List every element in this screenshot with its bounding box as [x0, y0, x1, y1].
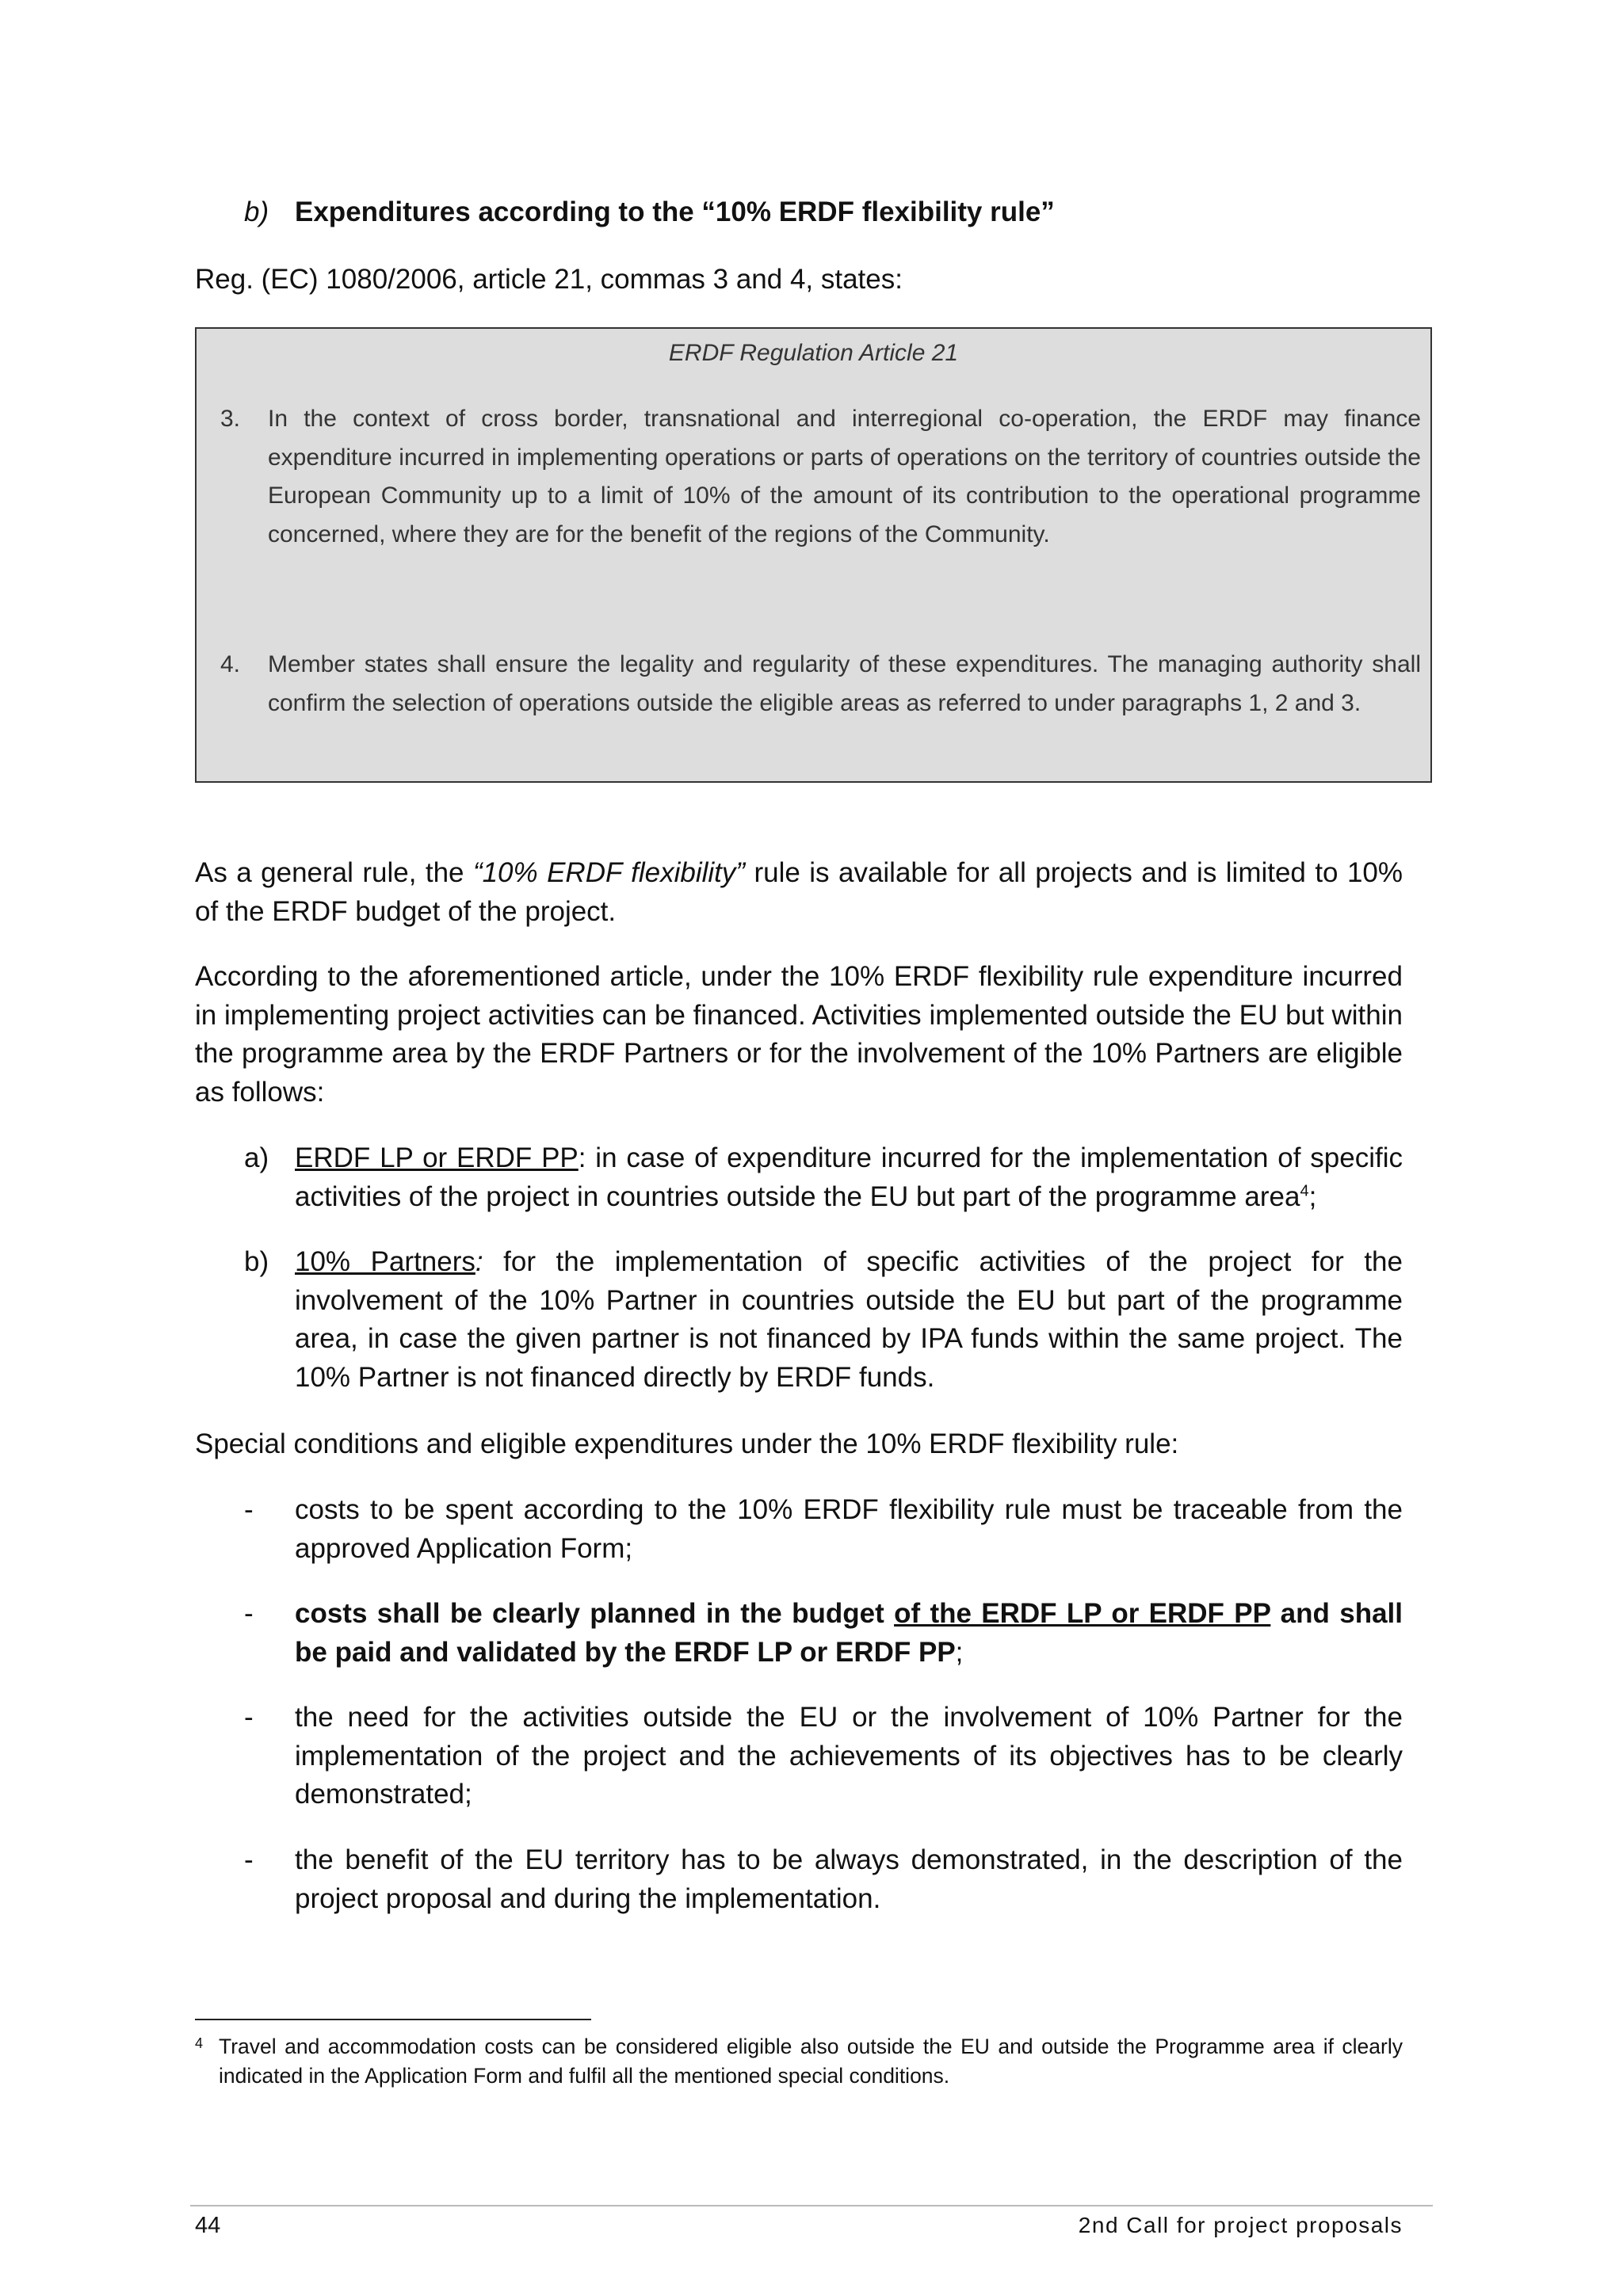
list-item — [195, 1243, 1403, 1397]
paragraph-special-conditions: Special conditions and eligible expenditures under the 10% ERDF flexibility rule: — [195, 1428, 1179, 1459]
quote-item — [220, 400, 1421, 554]
list-marker: a) — [244, 1142, 269, 1173]
footnote-reference[interactable]: 4 — [1300, 1181, 1309, 1199]
paragraph-general-rule — [195, 854, 1403, 931]
list-term: ERDF LP or ERDF PP — [295, 1142, 579, 1173]
bullet-item — [195, 1699, 1403, 1814]
list-separator: : — [475, 1246, 483, 1277]
section-title: Expenditures according to the “10% ERDF flexibility rule” — [295, 196, 1055, 227]
footer-rule — [190, 2205, 1433, 2206]
paragraph-eligibility: According to the aforementioned article, under the 10% ERDF flexibility rule expenditure incurred in implementing project activities can be financed. Activities implemented outside the EU but within the programme area by the ERDF Partners or for the involvement of the 10% Partners are eligible as follows: — [195, 961, 1403, 1108]
list-end: ; — [1308, 1180, 1317, 1212]
footnote-separator — [195, 2019, 591, 2020]
bullet-item — [195, 1595, 1403, 1672]
footnote-text: Travel and accommodation costs can be considered eligible also outside the EU and outside the Programme area if clearly indicated in the Application Form and fulfil all the mentioned special conditions. — [219, 2035, 1403, 2088]
bullet-end: ; — [955, 1636, 964, 1668]
bullet-marker: - — [244, 1702, 254, 1733]
footer-title: 2nd Call for project proposals — [1078, 2213, 1403, 2237]
list-marker: b) — [244, 1246, 269, 1277]
bullet-item — [195, 1841, 1403, 1918]
footnote-number: 4 — [195, 2035, 204, 2051]
bullet-marker: - — [244, 1494, 254, 1525]
footnote — [195, 2032, 1403, 2091]
paragraph-text: As a general rule, the — [195, 857, 473, 888]
list-text: for the implementation of specific activities of the project for the involvement of the 10% Partner in countries outside the EU but part of the programme area, in case the given partner is not financed by IPA funds within the same project. The 10% Partner is not financed directly by ERDF funds. — [295, 1246, 1403, 1393]
quote-item-text: In the context of cross border, transnational and interregional co-operation, the ERDF may finance expenditure incurred in implementing operations or parts of operations on the territory of countries outside the European Community up to a limit of 10% of the amount of its contribution to the operational programme concerned, where they are for the benefit of the regions of the Community. — [268, 406, 1421, 547]
regulation-intro: Reg. (EC) 1080/2006, article 21, commas 3 and 4, states: — [195, 264, 903, 295]
quote-item-number: 4. — [220, 651, 241, 677]
bullet-item — [195, 1491, 1403, 1568]
list-item — [195, 1139, 1403, 1216]
bullet-bold-text: and shall be paid and validated by the ERDF LP or ERDF PP — [295, 1598, 1403, 1668]
quote-item-text: Member states shall ensure the legality and regularity of these expenditures. The managing authority shall confirm the selection of operations outside the eligible areas as referred to under paragraphs 1, 2 and 3. — [268, 651, 1421, 716]
bullet-bold-underline-text: of the ERDF LP or ERDF PP — [894, 1598, 1271, 1629]
quote-title: ERDF Regulation Article 21 — [668, 340, 959, 366]
bullet-text — [295, 1595, 1403, 1672]
paragraph-emphasis: “10% ERDF flexibility” — [472, 857, 746, 888]
bullet-text: costs to be spent according to the 10% ERDF flexibility rule must be traceable from the approved Application Form; — [295, 1494, 1403, 1564]
paragraph-text: rule is available for all projects and is limited to 10% of the ERDF budget of the project. — [195, 857, 1403, 927]
section-letter: b) — [244, 196, 269, 227]
list-term: 10% Partners — [295, 1246, 475, 1277]
list-text: in case of expenditure incurred for the implementation of specific activities of the project in countries outside the EU but part of the programme area — [295, 1142, 1403, 1212]
list-separator: : — [578, 1142, 586, 1173]
bullet-text: the need for the activities outside the EU or the involvement of 10% Partner for the implementation of the project and the achievements of its objectives has to be clearly demonstrated; — [295, 1702, 1403, 1810]
quote-item — [220, 646, 1421, 723]
quote-item-number: 3. — [220, 406, 241, 432]
bullet-marker: - — [244, 1598, 254, 1629]
bullet-text: the benefit of the EU territory has to be always demonstrated, in the description of the project proposal and during the implementation. — [295, 1844, 1403, 1914]
list-item-body — [295, 1243, 1403, 1397]
regulation-quote-box — [195, 327, 1432, 783]
list-item-body — [295, 1139, 1403, 1216]
bullet-marker: - — [244, 1844, 254, 1875]
bullet-bold-text: costs shall be clearly planned in the budget — [295, 1598, 895, 1629]
page-number: 44 — [195, 2213, 221, 2238]
